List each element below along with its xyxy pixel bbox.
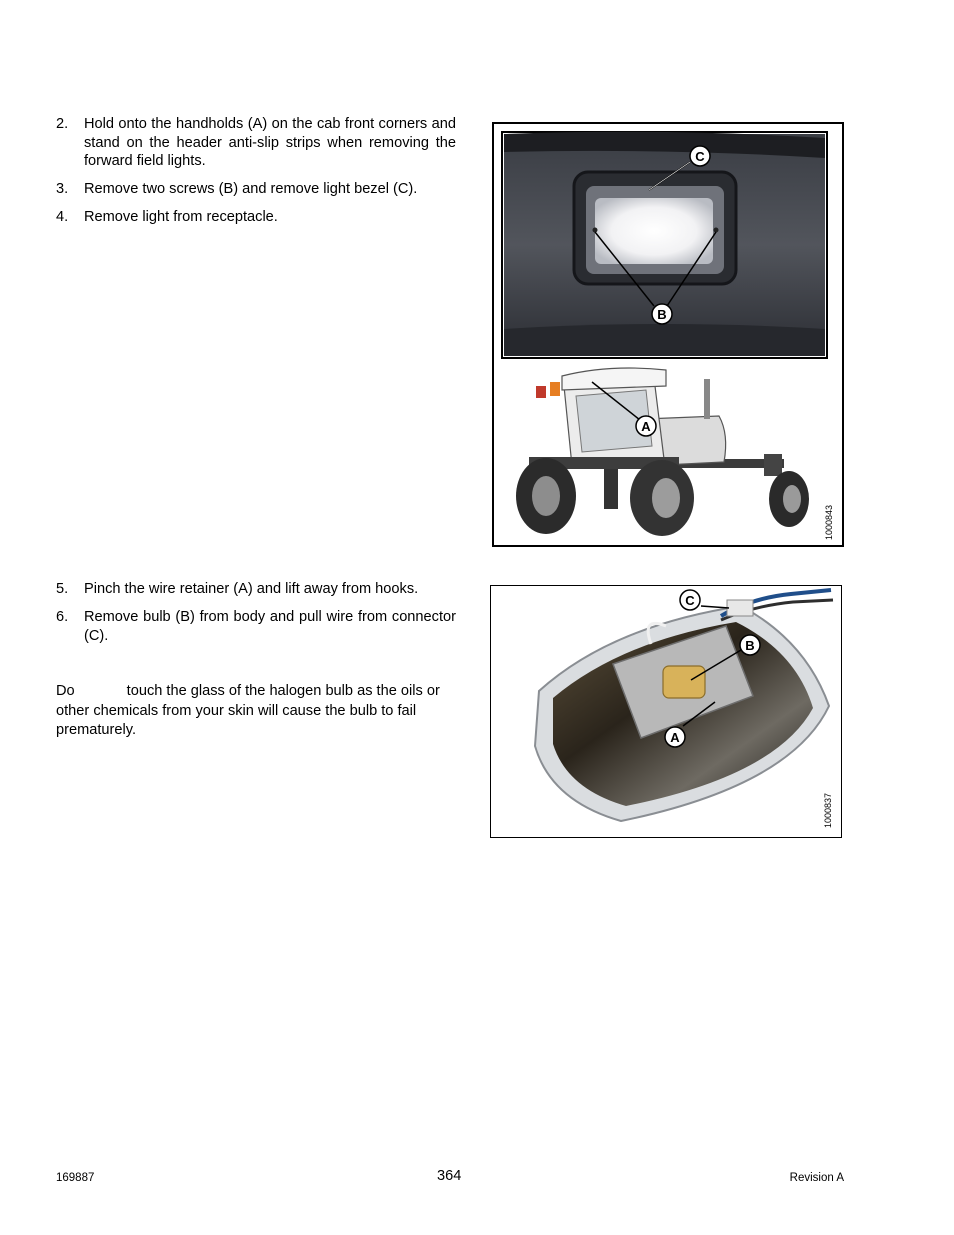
callout-b: B [657, 307, 667, 322]
step-6 [56, 608, 456, 645]
step-number: 4. [56, 209, 69, 225]
step-text: Remove light from receptacle. [84, 209, 278, 225]
light-assembly-illustration [491, 586, 841, 837]
figure-light-assembly [490, 585, 842, 838]
step-3 [56, 180, 456, 199]
figure-number: 1000843 [824, 504, 834, 540]
footer-revision: Revision A [789, 1172, 844, 1184]
step-2 [56, 115, 456, 171]
figure-field-light [492, 122, 844, 547]
step-number: 3. [56, 181, 69, 197]
callout-b: B [745, 638, 755, 653]
step-4 [56, 208, 456, 227]
caution-note [56, 682, 448, 741]
step-number: 2. [56, 116, 69, 132]
step-text: Remove bulb (B) from body and pull wire from connector (C). [84, 609, 456, 644]
step-text: Remove two screws (B) and remove light bezel (C). [84, 181, 418, 197]
callout-c: C [695, 149, 705, 164]
callout-a: A [641, 419, 651, 434]
callout-c: C [685, 593, 695, 608]
step-number: 6. [56, 609, 69, 625]
page-number: 364 [437, 1168, 462, 1184]
windrower-illustration [516, 368, 809, 536]
figure-number: 1000837 [823, 792, 833, 828]
callout-a: A [670, 730, 680, 745]
step-5 [56, 580, 456, 599]
step-text: Hold onto the handholds (A) on the cab front corners and stand on the header anti-slip strips when removing the forward field lights. [84, 116, 456, 169]
step-number: 5. [56, 581, 69, 597]
field-light-illustration [494, 124, 842, 545]
note-start: Do [56, 683, 75, 699]
step-text: Pinch the wire retainer (A) and lift away from hooks. [84, 581, 419, 597]
footer-doc-number: 169887 [56, 1172, 95, 1184]
note-rest: touch the glass of the halogen bulb as the oils or other chemicals from your skin will cause the bulb to fail prematurely. [56, 683, 440, 738]
